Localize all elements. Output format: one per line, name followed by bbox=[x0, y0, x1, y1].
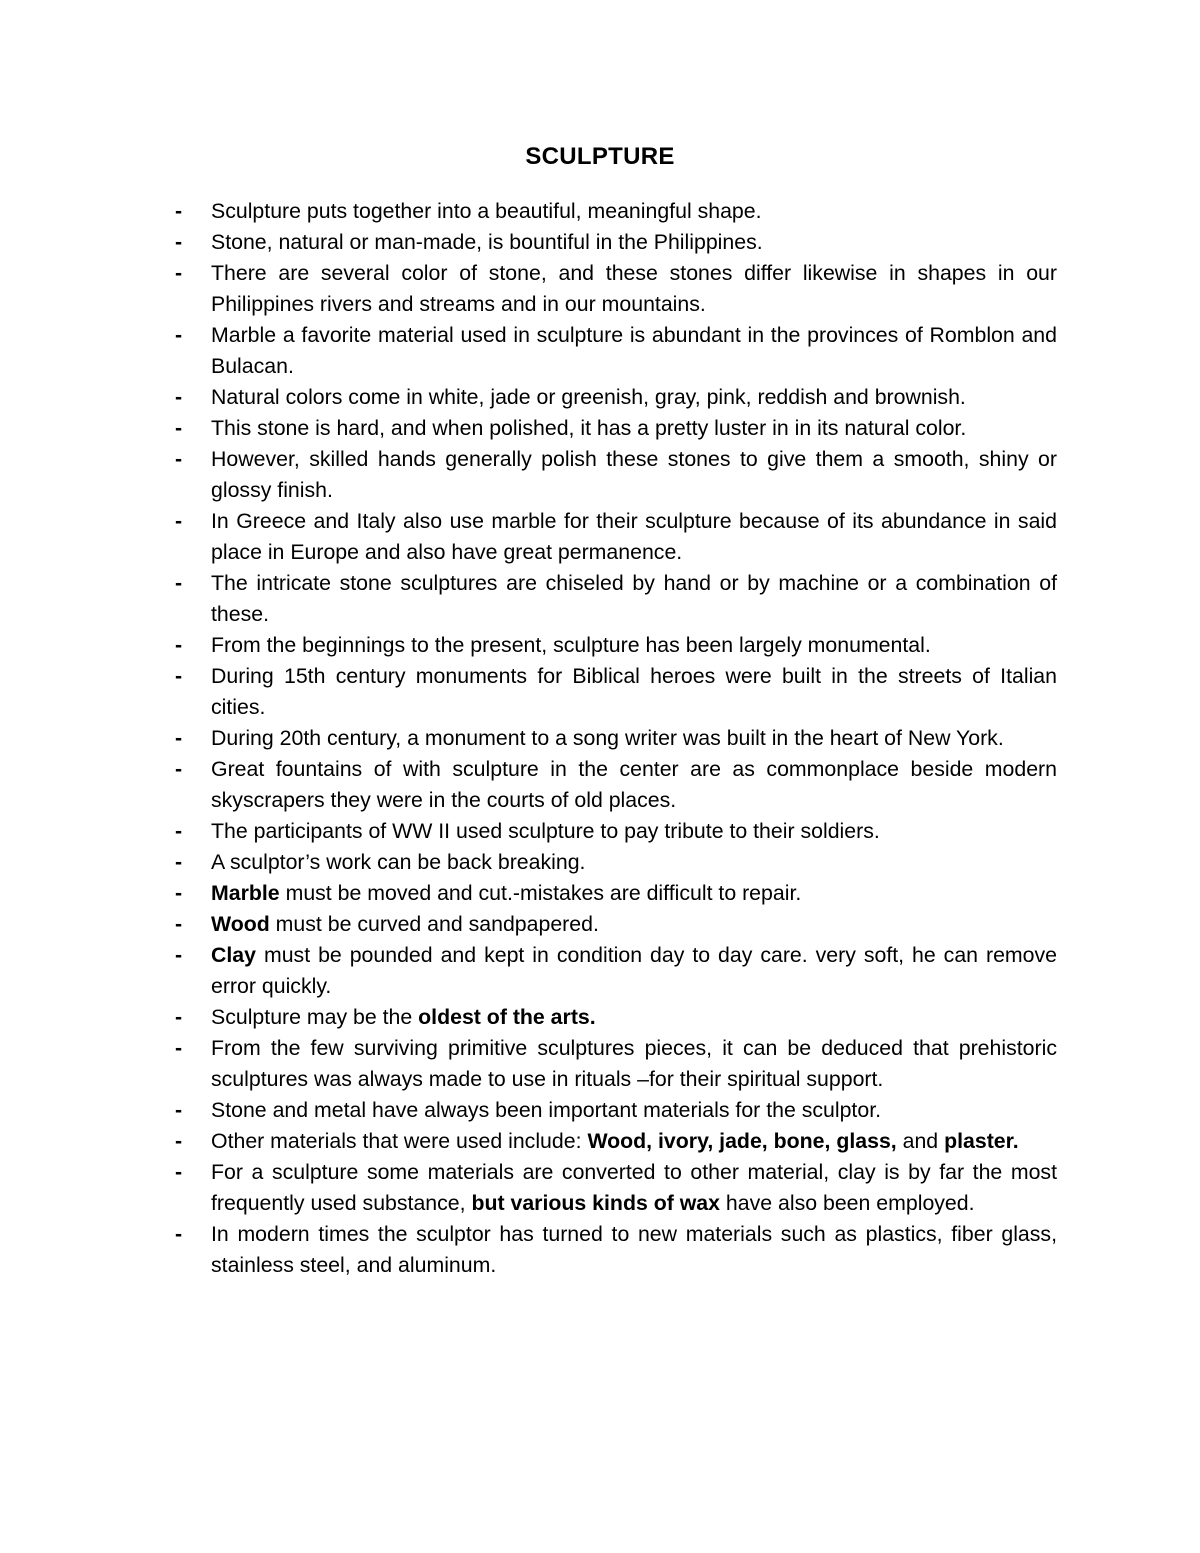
list-item bbox=[172, 754, 1057, 816]
bullet-dash: - bbox=[175, 633, 183, 657]
list-item bbox=[172, 227, 1057, 258]
list-item bbox=[172, 723, 1057, 754]
text-segment: During 20th century, a monument to a song writer was built in the heart of New York. bbox=[211, 726, 1004, 750]
list-item bbox=[172, 1219, 1057, 1281]
list-item bbox=[172, 1002, 1057, 1033]
list-item bbox=[172, 847, 1057, 878]
text-segment: The participants of WW II used sculpture to pay tribute to their soldiers. bbox=[211, 819, 880, 843]
list-item bbox=[172, 1095, 1057, 1126]
list-item bbox=[172, 506, 1057, 568]
list-item bbox=[172, 1126, 1057, 1157]
list-item bbox=[172, 444, 1057, 506]
bullet-dash: - bbox=[175, 1005, 183, 1029]
list-item bbox=[172, 878, 1057, 909]
text-segment: Sculpture may be the bbox=[211, 1005, 419, 1029]
bullet-list bbox=[172, 196, 1057, 1281]
bullet-dash: - bbox=[175, 447, 183, 471]
list-item bbox=[172, 320, 1057, 382]
bullet-dash: - bbox=[175, 1036, 183, 1060]
bullet-dash: - bbox=[175, 819, 183, 843]
list-item bbox=[172, 630, 1057, 661]
list-item bbox=[172, 661, 1057, 723]
bold-text-segment: oldest of the arts. bbox=[418, 1005, 596, 1029]
list-item bbox=[172, 568, 1057, 630]
text-segment: have also been employed. bbox=[719, 1191, 975, 1215]
bullet-dash: - bbox=[175, 1160, 183, 1184]
bullet-dash: - bbox=[175, 881, 183, 905]
text-segment: From the beginnings to the present, sculpture has been largely monumental. bbox=[211, 633, 931, 657]
bold-text-segment: Marble bbox=[211, 881, 280, 905]
text-segment: From the few surviving primitive sculptures pieces, it can be deduced that prehistoric sculptures was always made to use in rituals –for their spiritual support. bbox=[211, 1036, 1057, 1091]
page-title: SCULPTURE bbox=[525, 143, 675, 170]
bullet-dash: - bbox=[175, 912, 183, 936]
text-segment: must be curved and sandpapered. bbox=[269, 912, 599, 936]
bullet-dash: - bbox=[175, 1222, 183, 1246]
bullet-dash: - bbox=[175, 416, 183, 440]
text-segment: Stone, natural or man-made, is bountiful in the Philippines. bbox=[211, 230, 763, 254]
bullet-dash: - bbox=[175, 943, 183, 967]
list-item bbox=[172, 909, 1057, 940]
bullet-dash: - bbox=[175, 726, 183, 750]
text-segment: Marble a favorite material used in sculpture is abundant in the provinces of Romblon and Bulacan. bbox=[211, 323, 1057, 378]
list-item bbox=[172, 816, 1057, 847]
text-segment: must be moved and cut.-mistakes are difficult to repair. bbox=[279, 881, 802, 905]
text-segment: There are several color of stone, and these stones differ likewise in shapes in our Philippines rivers and streams and in our mountains. bbox=[211, 261, 1057, 316]
bold-text-segment: plaster. bbox=[944, 1129, 1019, 1153]
list-item bbox=[172, 1157, 1057, 1219]
text-segment: Sculpture puts together into a beautiful, meaningful shape. bbox=[211, 199, 762, 223]
text-segment: This stone is hard, and when polished, it has a pretty luster in in its natural color. bbox=[211, 416, 967, 440]
bold-text-segment: Clay bbox=[211, 943, 256, 967]
bold-text-segment: Wood bbox=[211, 912, 270, 936]
text-segment: A sculptor’s work can be back breaking. bbox=[211, 850, 586, 874]
text-segment: Natural colors come in white, jade or greenish, gray, pink, reddish and brownish. bbox=[211, 385, 966, 409]
list-item bbox=[172, 1033, 1057, 1095]
text-segment: During 15th century monuments for Biblical heroes were built in the streets of Italian cities. bbox=[211, 664, 1057, 719]
bullet-dash: - bbox=[175, 1129, 183, 1153]
text-segment: Stone and metal have always been important materials for the sculptor. bbox=[211, 1098, 882, 1122]
text-segment: The intricate stone sculptures are chiseled by hand or by machine or a combination of these. bbox=[211, 571, 1057, 626]
text-segment: However, skilled hands generally polish these stones to give them a smooth, shiny or glossy finish. bbox=[211, 447, 1057, 502]
list-item bbox=[172, 382, 1057, 413]
bullet-dash: - bbox=[175, 261, 183, 285]
bullet-dash: - bbox=[175, 199, 183, 223]
bold-text-segment: but various kinds of wax bbox=[471, 1191, 720, 1215]
list-item bbox=[172, 196, 1057, 227]
bullet-dash: - bbox=[175, 509, 183, 533]
list-item bbox=[172, 413, 1057, 444]
bullet-dash: - bbox=[175, 571, 183, 595]
text-segment: For a sculpture some materials are converted to other material, clay is by far the most frequently used substance, bbox=[211, 1160, 1057, 1215]
text-segment: Other materials that were used include: bbox=[211, 1129, 588, 1153]
bullet-dash: - bbox=[175, 1098, 183, 1122]
list-item bbox=[172, 940, 1057, 1002]
bullet-dash: - bbox=[175, 323, 183, 347]
list-item bbox=[172, 258, 1057, 320]
bold-text-segment: Wood, ivory, jade, bone, glass, bbox=[587, 1129, 897, 1153]
bullet-dash: - bbox=[175, 757, 183, 781]
text-segment: Great fountains of with sculpture in the center are as commonplace beside modern skyscrapers they were in the courts of old places. bbox=[211, 757, 1057, 812]
text-segment: In modern times the sculptor has turned to new materials such as plastics, fiber glass, stainless steel, and aluminum. bbox=[211, 1222, 1057, 1277]
text-segment: In Greece and Italy also use marble for their sculpture because of its abundance in said place in Europe and also have great permanence. bbox=[211, 509, 1057, 564]
text-segment: must be pounded and kept in condition day to day care. very soft, he can remove error quickly. bbox=[211, 943, 1057, 998]
bullet-dash: - bbox=[175, 664, 183, 688]
text-segment: and bbox=[896, 1129, 945, 1153]
bullet-dash: - bbox=[175, 850, 183, 874]
bullet-dash: - bbox=[175, 230, 183, 254]
bullet-dash: - bbox=[175, 385, 183, 409]
